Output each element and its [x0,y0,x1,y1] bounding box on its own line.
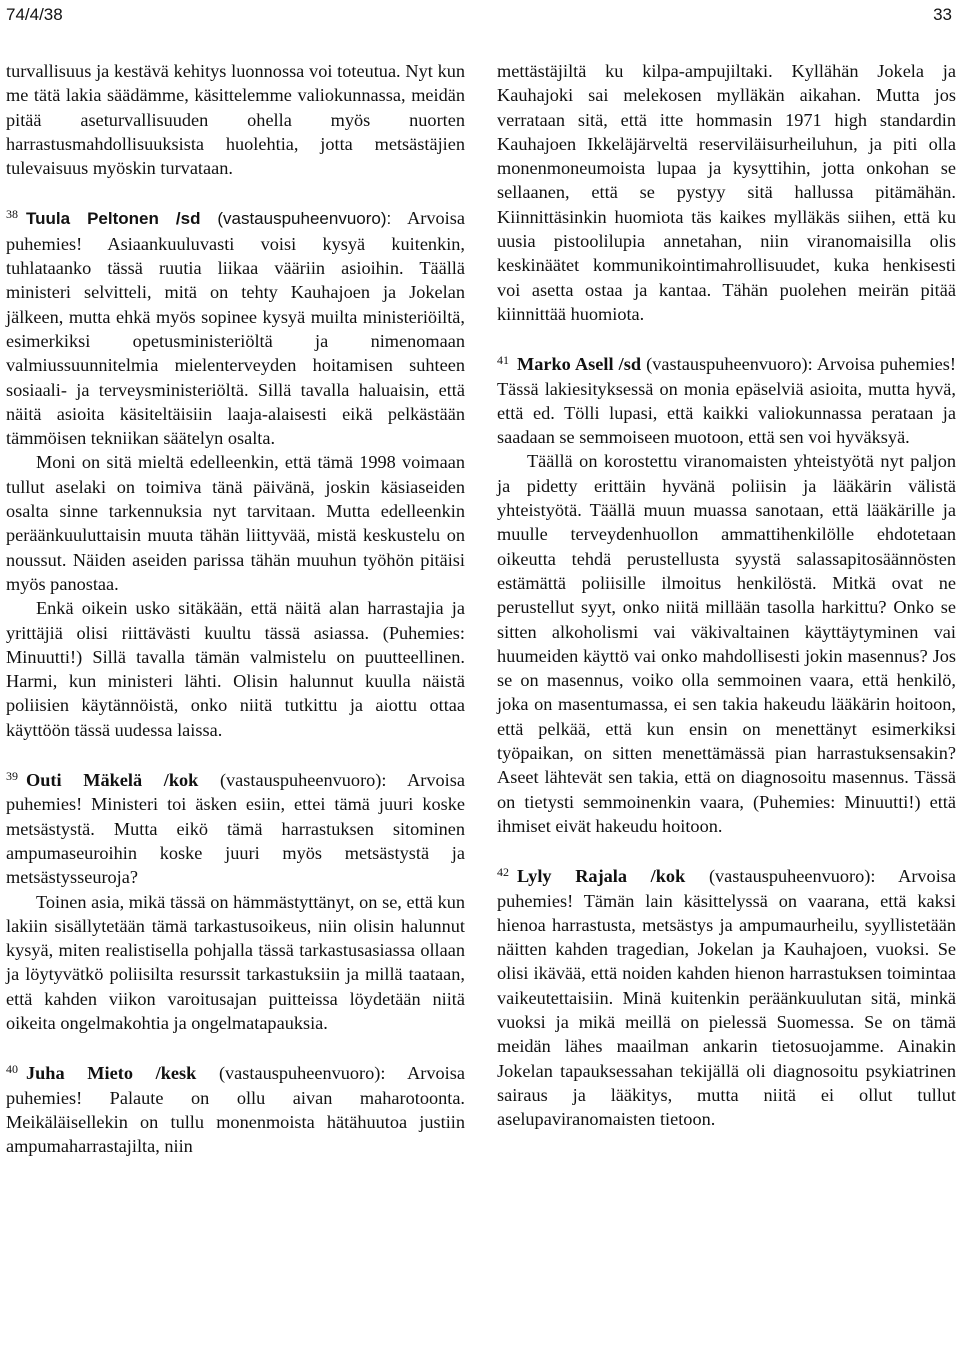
speaker-role: (vastauspuheenvuoro): [646,354,813,375]
speech-41 [497,348,956,838]
paragraph: turvallisuus ja kestävä kehitys luonnossa voi toteutua. Nyt kun me tätä lakia säädämme, käsittelemme valiokunnassa, meidän pitää aseturvallisuuden ohella myös nuorten harrastusmahdollisuuksista huolehtia, jotta metsästäjien tulevaisuus myöskin turvataan. [6,61,465,179]
paragraph: mettästäjiltä ku kilpa-ampujiltaki. Kyllähän Jokela ja Kauhajoki sai melekosen mylläkän aikahan. Mutta jos verrataan sitä, että itte hommasin 1971 high standardin Kauhajoen Ikkeläjärveltä reserviläisurheiluhun, ja piti olla monenmoneumoista lupaa ja kysyttihin, jotta onkohan se sellaanen, että se pystyy sitä hallussa pitämähän. Kiinnittäsinkin huomiota täs kaikes mylläkäs siihen, että ku uusia pistoolilupia annetahan, niin viranomaisilla olis keskinäätet kommunikointimahrollisuudet, kuka henkisesti voi asetta ostaa ja kantaa. Tähän puolehen meirän pitää kiinnittää huomiota. [497,61,956,324]
speech-number: 39 [6,769,18,784]
speaker-role: (vastauspuheenvuoro): [218,1063,386,1084]
paragraph: Arvoisa puhemies! Tässä lakiesityksessä on monia epäselviä asioita, mutta hyvä, että ed. Tölli lupasi, että kaikki valiokunnassa perataan ja saadaan se semmoiseen muotoon, että sen voi hyväksyä. [497,354,956,448]
left-column [6,59,465,1158]
speech-number: 42 [497,865,509,880]
paragraph: Toinen asia, mikä tässä on hämmästyttänyt, on se, että kun lakiin sisällytetään tämä tarkastusoikeus, niin olisin halunnut kysyä, miten realistisella pohjalla tässä tarkastusasiassa ollaan ja löytyvätkö poliisilta resurssit tarkastuksiin ja millä taataan, että kahden viikon varoitusajan puitteissa löydetään niitä oikeita ongelmakohtia ja ongelmatapauksia. [6,891,465,1033]
speaker-role: (vastauspuheenvuoro): [217,209,392,229]
paragraph: Arvoisa puhemies! Ministeri toi äsken esiin, ettei tämä juuri koske metsästystä. Mutta eikö tämä harrastuksen sitominen ampumaseuroihin koske juuri myös metsästystä ja metsästysseuroja? [6,770,465,888]
speaker-name: Lyly Rajala /kok [517,866,686,887]
speech-39 [6,764,465,1035]
speaker-name: Marko Asell /sd [517,354,642,375]
paragraph: Täällä on korostettu viranomaisten yhteistyötä nyt paljon ja pidetty erittäin hyvänä poliisin ja lääkärin välistä yhteistyötä. Täällä muun muassa sanotaan, että lääkärille ja muulle terveydenhuollon ammattihenkilölle ehdotetaan oikeutta tehdä perustellusta syystä salassapitosäännösten estämättä poliisille ilmoitus henkilöstä. Mitkä ovat ne perustellut syyt, onko niitä millään tasolla harkittu? Onko se sitten alkoholismi vai väkivaltainen käyttäytyminen vai huumeiden käyttö vai onko mahdollisesti jokin masennus? Jos se on masennus, voiko olla semmoinen vaara, että henkilö, joka on masentumassa, ei sen takia hakeudu lääkärin hoitoon, että pelkää, että kun ensin on menettänyt esimerkiksi työpaikan, on sitten menettämässä pian harrastuksensakin? Aseet lähtevät sen takia, että on diagnosoitu masennus. Tässä on tietysti semmoinenkin vaara, (Puhemies: Minuutti!) että ihmiset eivät hakeudu hoitoon. [497,451,956,836]
speech-number: 41 [497,353,509,368]
speech-38 [6,202,465,742]
paragraph: Arvoisa puhemies! Tämän lain käsittelyssä on vaarana, että kaksi hienoa harrastusta, metsästys ja ampumaurheilu, syyllistetään näitten kahden tragedian, Jokelan ja Kauhajoen, vuoksi. Se olisi ikävää, että noiden kahden hienon harrastuksen toimintaa vaikeutettaisiin. Minä kuitenkin peräänkuulutan sitä, minkä vuoksi ja mikä meillä on pielessä Suomessa. Se on tämä meidän lähes maailman ankarin tietosuojamme. Ainakin Jokelan tapauksessahan tekijällä oli diagnosoitu psykiatrinen sairaus ja lääkitys, mutta niitä ei ollut tullut aselupaviranomaisten tietoon. [497,866,957,1130]
speaker-role: (vastauspuheenvuoro): [219,770,387,791]
speech-number: 40 [6,1062,18,1077]
speech-42 [497,860,956,1131]
paragraph: Enkä oikein usko sitäkään, että näitä alan harrastajia ja yrittäjiä olisi riittävästi kuultu tässä asiassa. (Puhemies: Minuutti!) Sillä tavalla tämän valmistelu on puutteellinen. Harmi, kun ministeri lähti. Olisin halunnut kuulla näistä poliisien käytännöistä, onko niitä tutkittu ja aiottu ottaa käyttöön tässä uudessa laissa. [6,598,465,740]
page-header [6,0,952,30]
speaker-name: Tuula Peltonen /sd [26,209,201,229]
right-column [497,59,956,1131]
paragraph: Arvoisa puhemies! Palaute on ollu aivan maharotoonta. Meikäläisellekin on tullu monenmoista hätähuutoa justiin ampumaharrastajilta, niin [6,1063,465,1157]
paragraph: Moni on sitä mieltä edelleenkin, että tämä 1998 voimaan tullut aselaki on toimiva tänä päivänä, joskin käsiaseiden osalta sinne tarkennuksia nyt tarvitaan. Mutta edelleenkin peräänkuuluttaisin muuta tähän liittyvää, mistä keskustelu on noussut. Näiden aseiden parissa tähän muuhun työhön pitäisi myös panostaa. [6,452,465,594]
speech-number: 38 [6,207,18,222]
speech-40 [6,1057,465,1158]
speaker-role: (vastauspuheenvuoro): [708,866,876,887]
speaker-name: Outi Mäkelä /kok [26,770,199,791]
paragraph: Arvoisa puhemies! Asiaankuuluvasti voisi kysyä kuitenkin, tuhlataanko tässä ruutia liikaa vääriin asioihin. Täällä ministeri selvitteli, mitä on tehty Kauhajoen ja Jokelan jälkeen, mutta ehkä myös sopinee kysyä muilta ministeriöiltä, esimerkiksi opetusministeriöltä ja nimenomaan valmiussuunnitelmia mielenterveyden hoitamisen suhteen sosiaali- ja terveysministeriöltä. Sillä tavalla haluaisin, että näitä asioita käsiteltäisiin laaja-alaisesti eikä pelkästään tämmöisen tekniikan säätelyn osalta. [6,208,465,449]
speaker-name: Juha Mieto /kesk [26,1063,197,1084]
document-reference: 74/4/38 [6,5,63,24]
page-number: 33 [933,5,952,24]
